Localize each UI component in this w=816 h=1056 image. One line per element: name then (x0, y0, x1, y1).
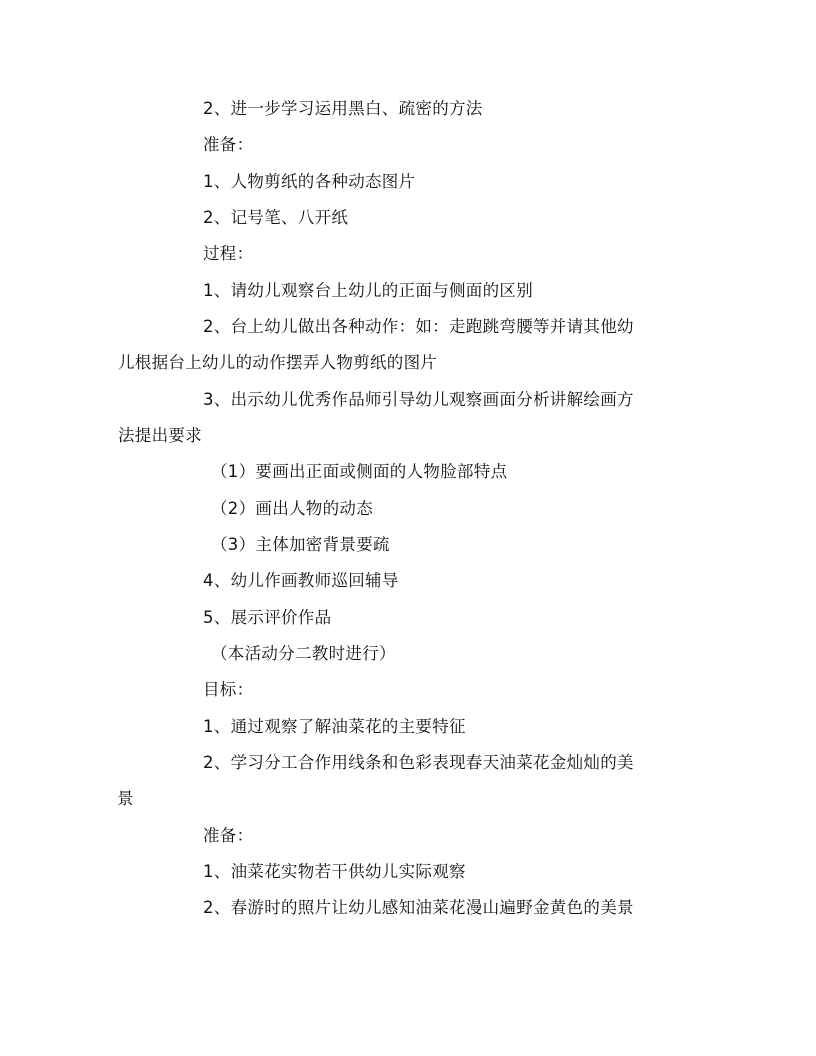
text-line: 3、出示幼儿优秀作品师引导幼儿观察画面分析讲解绘画方 (203, 390, 634, 409)
text-line: （2）画出人物的动态 (211, 499, 373, 518)
text-line: 过程： (203, 244, 254, 263)
text-line: 4、幼儿作画教师巡回辅导 (203, 571, 399, 590)
text-line: 2、台上幼儿做出各种动作：如：走跑跳弯腰等并请其他幼 (203, 317, 634, 336)
text-line: 2、进一步学习运用黑白、疏密的方法 (203, 99, 483, 118)
text-line: 儿根据台上幼儿的动作摆弄人物剪纸的图片 (118, 353, 438, 372)
text-line: 1、人物剪纸的各种动态图片 (203, 172, 416, 191)
text-line: 1、油菜花实物若干供幼儿实际观察 (203, 862, 466, 881)
text-line: 目标： (203, 680, 254, 699)
text-line: 2、春游时的照片让幼儿感知油菜花漫山遍野金黄色的美景 (203, 898, 634, 917)
text-line: 2、记号笔、八开纸 (203, 208, 349, 227)
text-line: 1、请幼儿观察台上幼儿的正面与侧面的区别 (203, 281, 533, 300)
text-line: 1、通过观察了解油菜花的主要特征 (203, 717, 466, 736)
text-line: （1）要画出正面或侧面的人物脸部特点 (211, 462, 508, 481)
text-line: 2、学习分工合作用线条和色彩表现春天油菜花金灿灿的美 (203, 753, 634, 772)
text-line: 准备： (203, 826, 254, 845)
text-line: 准备： (203, 135, 254, 154)
text-line: （3）主体加密背景要疏 (211, 535, 390, 554)
text-line: 景 (117, 789, 134, 808)
text-line: （本活动分二教时进行） (211, 644, 396, 663)
text-line: 5、展示评价作品 (203, 608, 332, 627)
text-line: 法提出要求 (118, 426, 202, 445)
